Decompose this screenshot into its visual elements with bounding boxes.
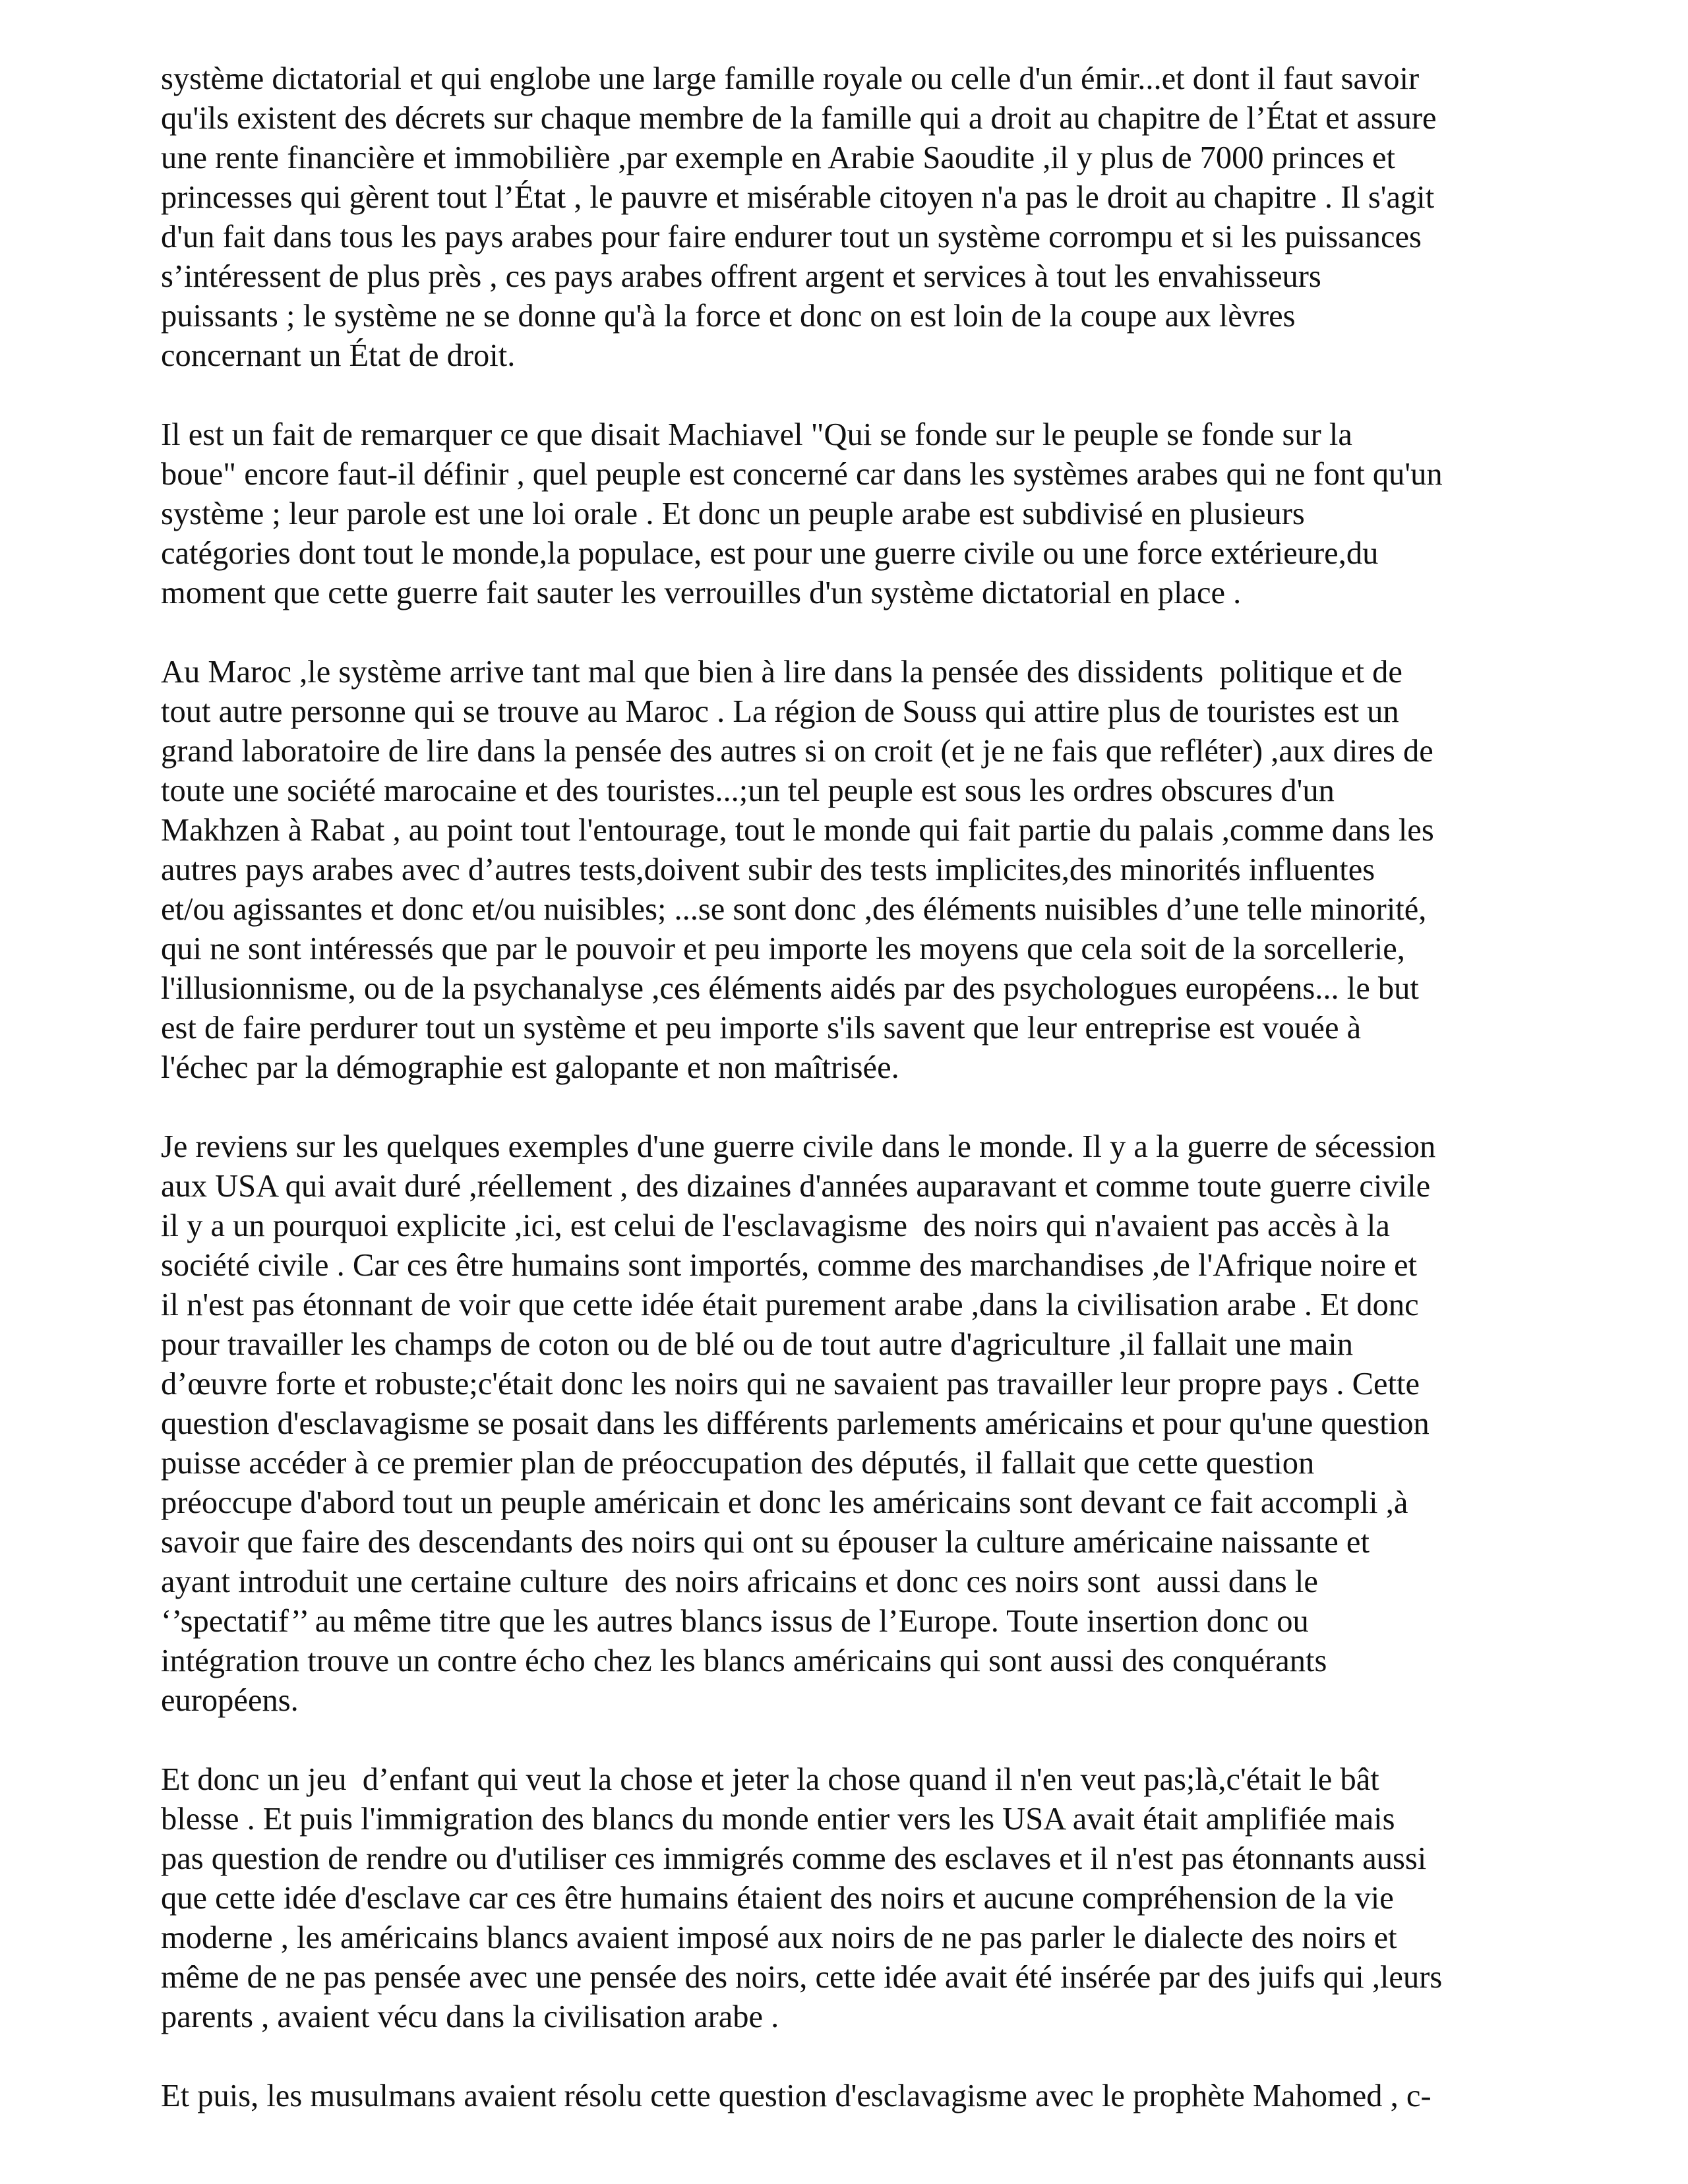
text-line: savoir que faire des descendants des noirs qui ont su épouser la culture américaine naissante et: [161, 1525, 1370, 1560]
text-line: et/ou agissantes et donc et/ou nuisibles; ...se sont donc ,des éléments nuisibles d’une telle minorité,: [161, 892, 1427, 927]
text-line: blesse . Et puis l'immigration des blancs du monde entier vers les USA avait était amplifiée mais: [161, 1802, 1395, 1837]
text-line: européens.: [161, 1683, 299, 1718]
text-line: concernant un État de droit.: [161, 338, 516, 373]
text-line: d’œuvre forte et robuste;c'était donc les noirs qui ne savaient pas travailler leur propre pays . Cette: [161, 1367, 1420, 1402]
text-line: société civile . Car ces être humains sont importés, comme des marchandises ,de l'Afrique noire et: [161, 1248, 1418, 1283]
text-line: une rente financière et immobilière ,par exemple en Arabie Saoudite ,il y plus de 7000 princes et: [161, 140, 1395, 175]
text-line: Makhzen à Rabat , au point tout l'entourage, tout le monde qui fait partie du palais ,comme dans les: [161, 813, 1434, 848]
paragraph-3: [161, 653, 1434, 1088]
text-line: grand laboratoire de lire dans la pensée des autres si on croit (et je ne fais que refléter) ,aux dires de: [161, 734, 1433, 769]
text-line: Je reviens sur les quelques exemples d'une guerre civile dans le monde. Il y a la guerre de sécession: [161, 1129, 1436, 1164]
text-line: l'illusionnisme, ou de la psychanalyse ,ces éléments aidés par des psychologues européens... le but: [161, 971, 1419, 1006]
text-line: catégories dont tout le monde,la populace, est pour une guerre civile ou une force extérieure,du: [161, 536, 1379, 571]
paragraph-6: [161, 2077, 1432, 2116]
text-line: ‘’spectatif’’ au même titre que les autres blancs issus de l’Europe. Toute insertion donc ou: [161, 1604, 1309, 1639]
paragraph-4: [161, 1127, 1435, 1721]
text-line: il n'est pas étonnant de voir que cette idée était purement arabe ,dans la civilisation arabe . Et donc: [161, 1287, 1419, 1322]
text-line: qu'ils existent des décrets sur chaque membre de la famille qui a droit au chapitre de l’État et assure: [161, 101, 1437, 136]
text-line: question d'esclavagisme se posait dans les différents parlements américains et pour qu'une question: [161, 1406, 1430, 1441]
text-line: moderne , les américains blancs avaient imposé aux noirs de ne pas parler le dialecte des noirs et: [161, 1920, 1397, 1955]
paragraph-2: [161, 415, 1443, 613]
text-line: puisse accéder à ce premier plan de préoccupation des députés, il fallait que cette question: [161, 1446, 1315, 1481]
text-line: est de faire perdurer tout un système et peu importe s'ils savent que leur entreprise est vouée à: [161, 1011, 1362, 1046]
text-line: Au Maroc ,le système arrive tant mal que bien à lire dans la pensée des dissidents politique et de: [161, 655, 1402, 690]
text-line: toute une société marocaine et des touristes...;un tel peuple est sous les ordres obscures d'un: [161, 773, 1335, 808]
text-line: moment que cette guerre fait sauter les verrouilles d'un système dictatorial en place .: [161, 576, 1242, 610]
paragraph-5: [161, 1760, 1442, 2037]
text-line: il y a un pourquoi explicite ,ici, est celui de l'esclavagisme des noirs qui n'avaient pas accès à la: [161, 1208, 1390, 1243]
text-line: Il est un fait de remarquer ce que disait Machiavel "Qui se fonde sur le peuple se fonde sur la: [161, 417, 1352, 452]
text-line: ayant introduit une certaine culture des noirs africains et donc ces noirs sont aussi dans le: [161, 1564, 1318, 1599]
text-line: système ; leur parole est une loi orale . Et donc un peuple arabe est subdivisé en plusieurs: [161, 496, 1305, 531]
text-line: préoccupe d'abord tout un peuple américain et donc les américains sont devant ce fait accompli ,à: [161, 1485, 1408, 1520]
text-line: Et donc un jeu d’enfant qui veut la chose et jeter la chose quand il n'en veut pas;là,c'était le bât: [161, 1762, 1379, 1797]
text-line: Et puis, les musulmans avaient résolu cette question d'esclavagisme avec le prophète Mahomed , c-: [161, 2079, 1432, 2113]
text-line: autres pays arabes avec d’autres tests,doivent subir des tests implicites,des minorités influentes: [161, 852, 1375, 887]
text-line: qui ne sont intéressés que par le pouvoir et peu importe les moyens que cela soit de la sorcellerie,: [161, 931, 1405, 966]
text-line: puissants ; le système ne se donne qu'à la force et donc on est loin de la coupe aux lèvres: [161, 299, 1296, 334]
text-line: s’intéressent de plus près , ces pays arabes offrent argent et services à tout les envahisseurs: [161, 259, 1321, 294]
text-line: pas question de rendre ou d'utiliser ces immigrés comme des esclaves et il n'est pas étonnants aussi: [161, 1841, 1427, 1876]
text-line: d'un fait dans tous les pays arabes pour faire endurer tout un système corrompu et si les puissances: [161, 220, 1422, 254]
text-line: que cette idée d'esclave car ces être humains étaient des noirs et aucune compréhension de la vie: [161, 1881, 1394, 1916]
text-line: tout autre personne qui se trouve au Maroc . La région de Souss qui attire plus de touristes est un: [161, 694, 1399, 729]
text-line: l'échec par la démographie est galopante et non maîtrisée.: [161, 1050, 899, 1085]
text-line: boue" encore faut-il définir , quel peuple est concerné car dans les systèmes arabes qui ne font qu'un: [161, 457, 1443, 492]
text-line: aux USA qui avait duré ,réellement , des dizaines d'années auparavant et comme toute guerre civile: [161, 1169, 1431, 1204]
text-line: pour travailler les champs de coton ou de blé ou de tout autre d'agriculture ,il fallait une main: [161, 1327, 1354, 1362]
text-line: parents , avaient vécu dans la civilisation arabe .: [161, 1999, 779, 2034]
text-line: intégration trouve un contre écho chez les blancs américains qui sont aussi des conquérants: [161, 1643, 1327, 1678]
paragraph-1: [161, 59, 1437, 376]
text-line: système dictatorial et qui englobe une large famille royale ou celle d'un émir...et dont il faut savoir: [161, 61, 1420, 96]
text-line: même de ne pas pensée avec une pensée des noirs, cette idée avait été insérée par des juifs qui ,leurs: [161, 1960, 1443, 1995]
text-line: princesses qui gèrent tout l’État , le pauvre et misérable citoyen n'a pas le droit au chapitre . Il s'agit: [161, 180, 1435, 215]
